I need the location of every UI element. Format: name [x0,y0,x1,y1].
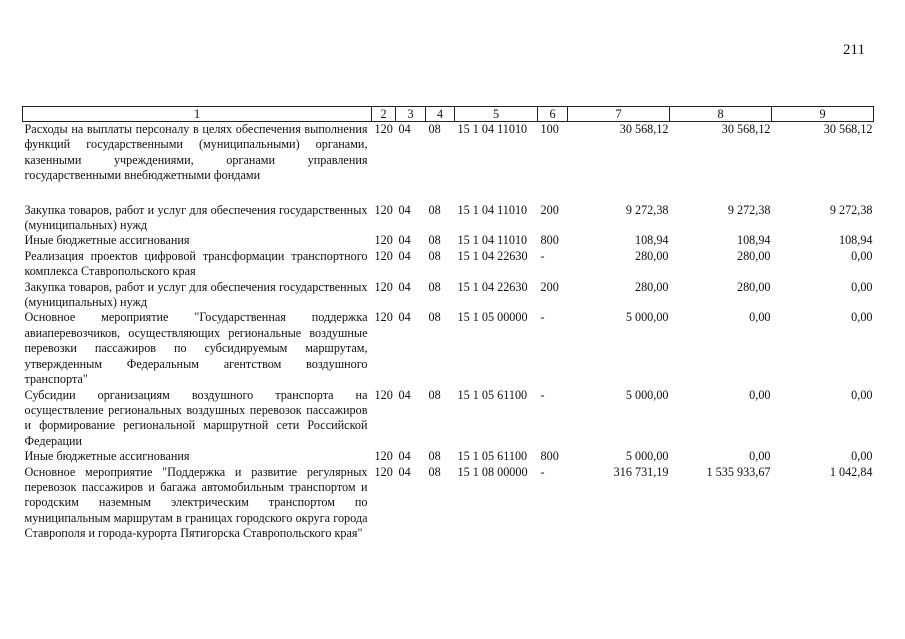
table-row [23,310,874,387]
cell-amount-col9: 0,00 [851,449,873,464]
cell-expense-type: 100 [540,122,559,136]
cell-section: 04 [398,233,411,248]
table-row [23,233,874,248]
table-row [23,203,874,234]
cell-target-article: 15 1 08 00000 [457,464,528,479]
cell-expense-type: 200 [540,279,559,294]
cell-target-article: 15 1 05 61100 [457,449,528,464]
cell-ministry: 120 [374,310,393,325]
cell-amount-col9: 9 272,38 [829,202,873,217]
cell-amount-col8: 108,94 [736,233,771,248]
cell-amount-col7: 30 568,12 [619,122,669,136]
column-header: 7 [568,107,670,122]
column-header: 5 [455,107,538,122]
cell-subsection: 08 [428,233,441,248]
cell-amount-col9: 0,00 [851,310,873,325]
table-header-row [23,107,874,122]
row-name: Иные бюджетные ассигнования [24,449,190,464]
row-name: Закупка товаров, работ и услуг для обеспечения государственных (муниципальных) нужд [24,202,368,233]
cell-amount-col7: 5 000,00 [625,449,669,464]
cell-amount-col8: 9 272,38 [727,202,771,217]
cell-amount-col9: 0,00 [851,248,873,263]
row-name: Основное мероприятие "Государственная поддержка авиаперевозчиков, осуществляющих региональные воздушные перевозки пассажиров по субсидируемым маршрутам, утвержденным Федеральным агентством воздушного транспорта" [24,310,368,387]
table-row [23,280,874,311]
budget-table [22,106,874,542]
cell-amount-col9: 108,94 [838,233,873,248]
cell-amount-col7: 108,94 [634,233,669,248]
cell-ministry: 120 [374,279,393,294]
cell-section: 04 [398,248,411,263]
cell-amount-col7: 280,00 [634,279,669,294]
cell-subsection: 08 [428,449,441,464]
cell-target-article: 15 1 04 11010 [457,122,528,136]
cell-target-article: 15 1 04 22630 [457,279,528,294]
cell-amount-col9: 0,00 [851,279,873,294]
cell-section: 04 [398,464,411,479]
cell-ministry: 120 [374,464,393,479]
cell-amount-col7: 280,00 [634,248,669,263]
page-number: 211 [843,42,865,58]
cell-amount-col7: 5 000,00 [625,310,669,325]
cell-section: 04 [398,279,411,294]
cell-expense-type: 200 [540,202,559,217]
cell-amount-col8: 0,00 [749,310,771,325]
cell-subsection: 08 [428,279,441,294]
cell-amount-col9: 1 042,84 [829,464,873,479]
cell-amount-col8: 0,00 [749,387,771,402]
column-header: 8 [670,107,772,122]
cell-subsection: 08 [428,310,441,325]
cell-ministry: 120 [374,248,393,263]
cell-target-article: 15 1 04 11010 [457,202,528,217]
cell-expense-type: - [540,387,545,402]
cell-ministry: 120 [374,449,393,464]
cell-target-article: 15 1 04 11010 [457,233,528,248]
cell-amount-col7: 9 272,38 [625,202,669,217]
row-name: Основное мероприятие "Поддержка и развитие регулярных перевозок пассажиров и багажа автомобильным транспортом и городским наземным электрическим транспортом по муниципальным маршрутам в границах городского округа города Ставрополя и города-курорта Пятигорска Ставропольского края" [24,464,368,541]
cell-ministry: 120 [374,202,393,217]
cell-section: 04 [398,449,411,464]
cell-subsection: 08 [428,248,441,263]
cell-ministry: 120 [374,387,393,402]
table-row [23,122,874,184]
cell-expense-type: 800 [540,449,559,464]
cell-amount-col9: 0,00 [851,387,873,402]
row-name: Субсидии организациям воздушного транспорта на осуществление региональных воздушных перевозок пассажиров и формирование региональной маршрутной сети Российской Федерации [24,387,368,448]
cell-expense-type: - [540,310,545,325]
column-header: 6 [538,107,568,122]
column-header: 2 [372,107,396,122]
cell-amount-col7: 5 000,00 [625,387,669,402]
cell-target-article: 15 1 04 22630 [457,248,528,263]
cell-section: 04 [398,202,411,217]
cell-section: 04 [398,122,411,136]
row-spacer [23,184,874,203]
cell-ministry: 120 [374,122,393,136]
cell-expense-type: - [540,464,545,479]
column-header: 9 [772,107,874,122]
cell-amount-col7: 316 731,19 [613,464,669,479]
column-header: 4 [426,107,455,122]
column-header: 3 [396,107,426,122]
cell-amount-col8: 1 535 933,67 [706,464,771,479]
table-row [23,465,874,542]
table-row [23,449,874,464]
cell-target-article: 15 1 05 00000 [457,310,528,325]
cell-amount-col8: 0,00 [749,449,771,464]
cell-target-article: 15 1 05 61100 [457,387,528,402]
cell-amount-col8: 30 568,12 [721,122,771,136]
cell-expense-type: - [540,248,545,263]
table-row [23,249,874,280]
cell-amount-col8: 280,00 [736,279,771,294]
cell-ministry: 120 [374,233,393,248]
cell-amount-col9: 30 568,12 [823,122,873,136]
row-name: Реализация проектов цифровой трансформации транспортного комплекса Ставропольского края [24,248,368,279]
row-name: Закупка товаров, работ и услуг для обеспечения государственных (муниципальных) нужд [24,279,368,310]
cell-subsection: 08 [428,202,441,217]
cell-subsection: 08 [428,122,441,136]
cell-subsection: 08 [428,464,441,479]
cell-amount-col8: 280,00 [736,248,771,263]
row-name: Расходы на выплаты персоналу в целях обеспечения выполнения функций государственными (муниципальными) органами, казенными учреждениями, органами управления государственными внебюджетными фондами [24,122,368,183]
cell-section: 04 [398,310,411,325]
cell-subsection: 08 [428,387,441,402]
cell-section: 04 [398,387,411,402]
table-row [23,388,874,450]
column-header: 1 [23,107,372,122]
row-name: Иные бюджетные ассигнования [24,233,190,248]
cell-expense-type: 800 [540,233,559,248]
